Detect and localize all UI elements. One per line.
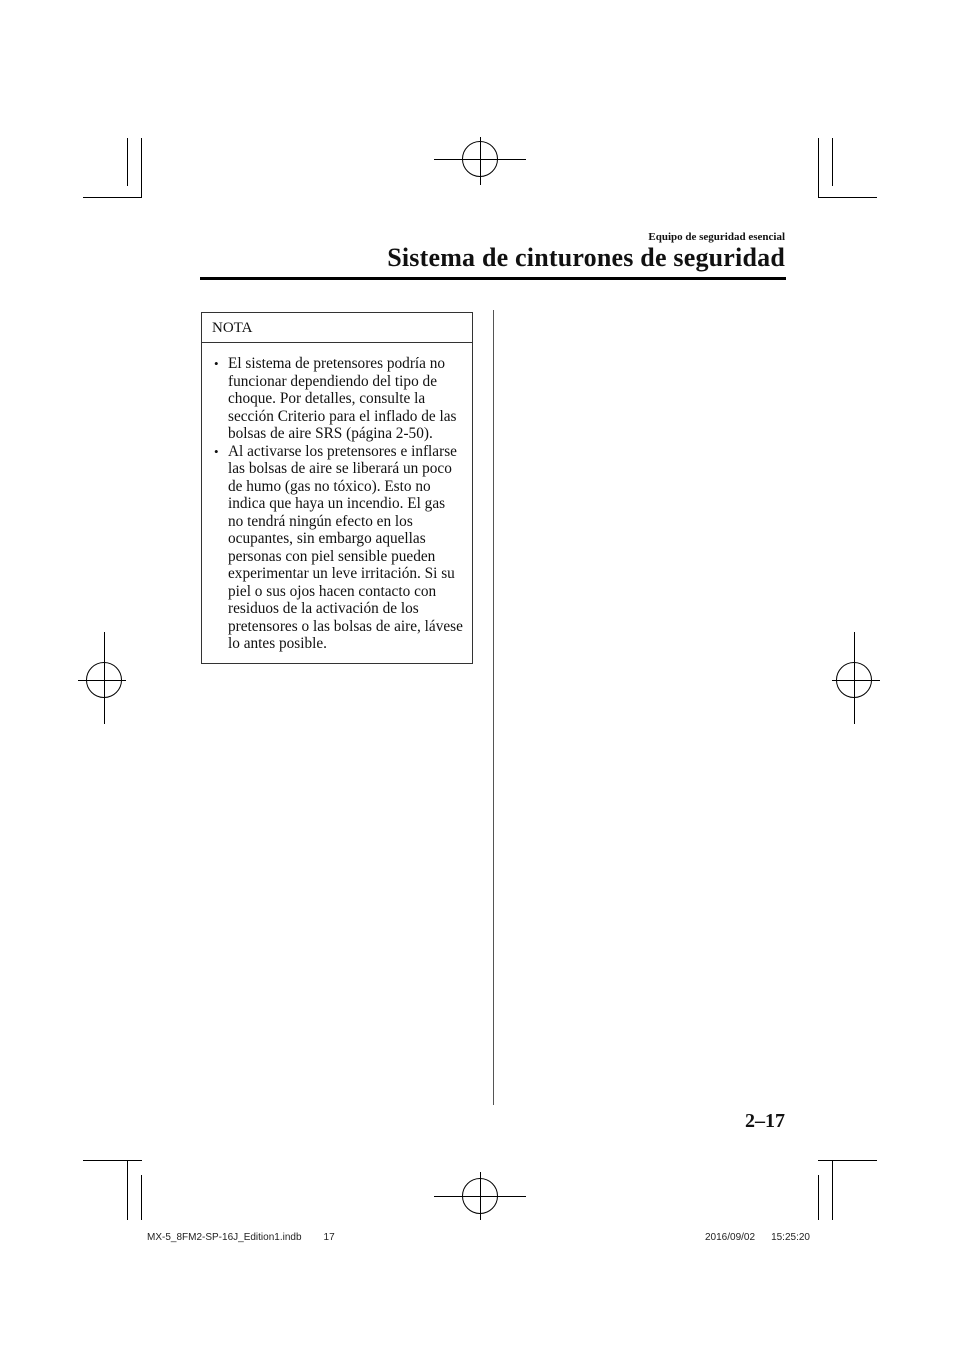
note-item-text: Al activarse los pretensores e inflarse las bolsas de aire se liberará un poco de humo (gas no tóxico). Esto no indica que haya un incendio. El gas no tendrá ningún efecto en los ocupantes, sin embargo aquellas personas con piel sensible pueden experimentar un leve irritación. Si su piel o sus ojos hacen contacto con residuos de la activación de los pretensores o las bolsas de aire, lávese lo antes posible. bbox=[228, 442, 463, 652]
page-number: 2–17 bbox=[745, 1110, 785, 1132]
print-slug-date bbox=[705, 1232, 810, 1243]
column-divider bbox=[493, 310, 494, 1105]
print-time: 15:25:20 bbox=[771, 1232, 810, 1243]
print-slug-file bbox=[147, 1232, 335, 1243]
file-name: MX-5_8FM2-SP-16J_Edition1.indb bbox=[147, 1232, 302, 1243]
file-page: 17 bbox=[323, 1232, 335, 1243]
bullet-icon: • bbox=[214, 443, 219, 459]
note-box bbox=[201, 312, 473, 664]
header-rule bbox=[200, 277, 786, 280]
note-heading: NOTA bbox=[202, 313, 472, 343]
bullet-icon: • bbox=[214, 356, 219, 371]
print-date: 2016/09/02 bbox=[705, 1232, 756, 1243]
section-label: Equipo de seguridad esencial bbox=[648, 231, 785, 243]
note-item bbox=[214, 355, 464, 443]
note-item bbox=[214, 442, 464, 653]
note-list bbox=[202, 343, 472, 653]
note-item-text: El sistema de pretensores podría no funcionar dependiendo del tipo de choque. Por detalles, consulte la sección Criterio para el inflado de las bolsas de aire SRS (página 2-50). bbox=[228, 355, 457, 442]
page-title: Sistema de cinturones de seguridad bbox=[387, 243, 785, 272]
